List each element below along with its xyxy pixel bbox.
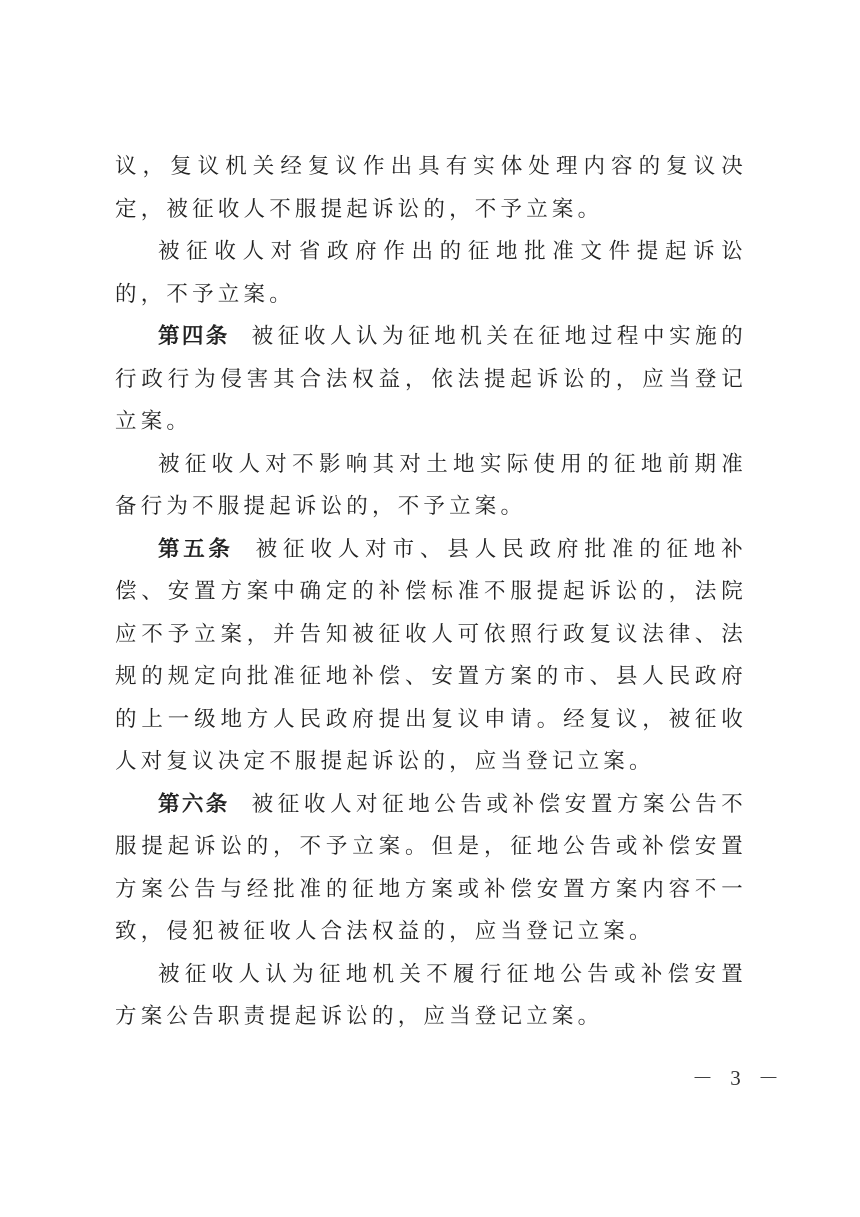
article-6 [115,784,747,954]
article-4-label: 第四条 [158,324,230,349]
paragraph-preparation [115,444,747,529]
paragraph-text: 被征收人认为征地机关不履行征地公告或补偿安置方案公告职责提起诉讼的，应当登记立案。 [115,961,747,1029]
paragraph-text: 议，复议机关经复议作出具有实体处理内容的复议决定，被征收人不服提起诉讼的，不予立案。 [115,154,747,222]
page-number: － 3 － [692,1066,785,1090]
document-body [115,146,747,1039]
paragraph-text: 被征收人对不影响其对土地实际使用的征地前期准备行为不服提起诉讼的，不予立案。 [115,451,747,519]
article-6-label: 第六条 [158,791,230,817]
article-5 [115,529,747,784]
paragraph-announcement-duty [115,954,747,1039]
paragraph-text: 被征收人对市、县人民政府批准的征地补偿、安置方案中确定的补偿标准不服提起诉讼的，法院应不予立案，并告知被征收人可依照行政复议法律、法规的规定向批准征地补偿、安置方案的市、县人民政府的上一级地方人民政府提出复议申请。经复议，被征收人对复议决定不服提起诉讼的，应当登记立案。 [115,536,747,774]
paragraph-text: 被征收人认为征地机关在征地过程中实施的行政行为侵害其合法权益，依法提起诉讼的，应当登记立案。 [115,324,747,434]
paragraph-text: 被征收人对省政府作出的征地批准文件提起诉讼的，不予立案。 [115,239,747,307]
article-5-label: 第五条 [158,536,234,562]
paragraph-province-approval [115,231,747,316]
paragraph-continuation [115,146,747,231]
paragraph-text: 被征收人对征地公告或补偿安置方案公告不服提起诉讼的，不予立案。但是，征地公告或补偿安置方案公告与经批准的征地方案或补偿安置方案内容不一致，侵犯被征收人合法权益的，应当登记立案。 [115,791,747,944]
article-4 [115,316,747,444]
